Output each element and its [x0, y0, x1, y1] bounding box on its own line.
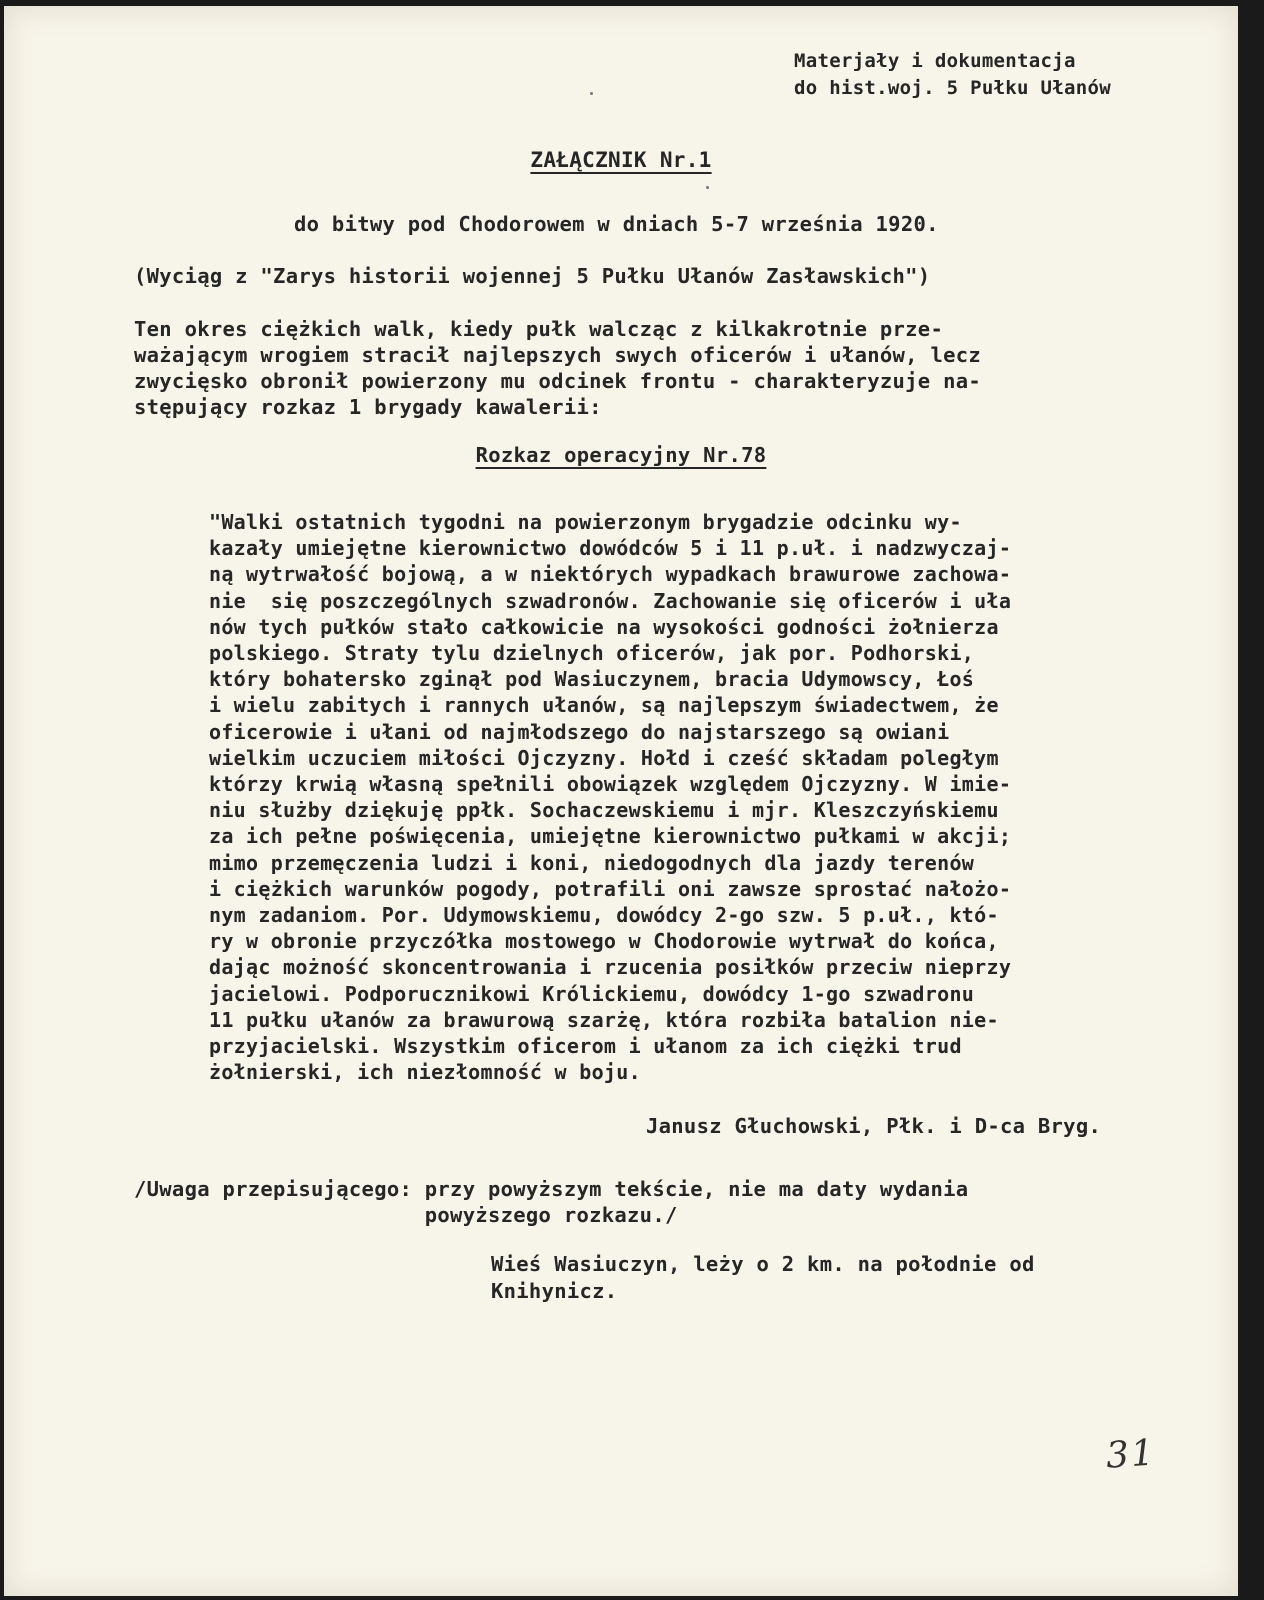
intro-paragraph: Ten okres ciężkich walk, kiedy pułk walcząc z kilkakrotnie prze- ważającym wrogiem stracił najlepszych swych oficerów i ułanów, lecz zwycięsko obronił powierzony mu odcinek frontu - charakteryzuje na- stępujący rozkaz 1 brygady kawalerii:	[134, 317, 982, 419]
extract-note: (Wyciąg z "Zarys historii wojennej 5 Pułku Ułanów Zasławskich")	[134, 264, 931, 288]
battle-subtitle: do bitwy pod Chodorowem w dniach 5-7 września 1920.	[294, 212, 939, 236]
archive-header: Materjały i dokumentacja do hist.woj. 5 Pułku Ułanów	[794, 50, 1111, 99]
transcriber-note: /Uwaga przepisującego: przy powyższym tekście, nie ma daty wydania powyższego rozkazu./	[134, 1177, 969, 1227]
document-page	[4, 6, 1238, 1596]
order-body: "Walki ostatnich tygodni na powierzonym brygadzie odcinku wy- kazały umiejętne kierownictwo dowódców 5 i 11 p.uł. i nadzwyczaj- ną wytrwałość bojową, a w niektórych wypadkach brawurowe zachowa- nie się poszczególnych szwadronów. Zachowanie się oficerów i uła nów tych pułków stało całkowicie na wysokości godności żołnierza polskiego. Straty tylu dzielnych oficerów, jak por. Podhorski, który bohatersko zginął pod Wasiuczynem, bracia Udymowscy, Łoś i wielu zabitych i rannych ułanów, są najlepszym świadectwem, że oficerowie i ułani od najmłodszego do najstarszego są owiani wielkim uczuciem miłości Ojczyzny. Hołd i cześć składam poległym którzy krwią własną spełnili obowiązek względem Ojczyzny. W imie- niu służby dziękuję ppłk. Sochaczewskiemu i mjr. Kleszczyńskiemu za ich pełne poświęcenia, umiejętne kierownictwo pułkami w akcji; mimo przemęczenia ludzi i koni, niedogodnych dla jazdy terenów i ciężkich warunków pogody, potrafili oni zawsze sprostać nałożo- nym zadaniom. Por. Udymowskiemu, dowódcy 2-go szw. 5 p.uł., któ- ry w obronie przyczółka mostowego w Chodorowie wytrwał do końca, dając możność skoncentrowania i rzucenia posiłków przeciw nieprzy jacielowi. Podporucznikowi Królickiemu, dowódcy 1-go szwadronu 11 pułku ułanów za brawurową szarżę, która rozbiła batalion nie- przyjacielski. Wszystkim oficerom i ułanom za ich ciężki trud żołnierski, ich niezłomność w boju.	[209, 510, 1012, 1085]
location-note: Wieś Wasiuczyn, leży o 2 km. na połodnie od Knihynicz.	[491, 1252, 1035, 1303]
paper-speck	[590, 92, 593, 95]
handwritten-page-number: 31	[1104, 1432, 1158, 1477]
signature-line: Janusz Głuchowski, Płk. i D-ca Bryg.	[646, 1114, 1102, 1138]
attachment-title: ZAŁĄCZNIK Nr.1	[530, 148, 712, 172]
paper-speck	[706, 186, 709, 189]
order-title: Rozkaz operacyjny Nr.78	[475, 443, 767, 467]
